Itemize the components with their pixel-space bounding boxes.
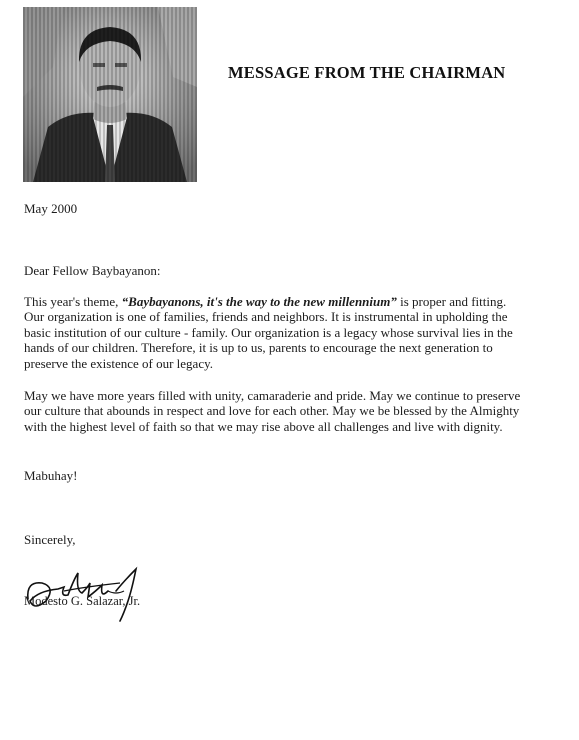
- signer-name: Modesto G. Salazar, Jr.: [24, 594, 141, 608]
- chairman-portrait-photo: [23, 7, 197, 182]
- letter-closing: Sincerely,: [24, 532, 76, 547]
- paragraph-1-intro: This year's theme,: [24, 294, 122, 309]
- theme-quote: “Baybayanons, it's the way to the new millennium”: [121, 294, 397, 309]
- handwritten-signature: [24, 561, 164, 625]
- page-title: MESSAGE FROM THE CHAIRMAN: [228, 63, 506, 82]
- letter-paragraph-1: [24, 294, 524, 371]
- letter-date: May 2000: [24, 201, 78, 216]
- paragraph-1-body: is proper and fitting. Our organization is one of families, friends and neighbors. It is instrumental in upholding the basic institution of our culture - family. Our organization is a legacy whose survival lies in the hands of our children. Therefore, it is up to us, parents to encourage the next generation to preserve the existence of our legacy.: [24, 294, 513, 371]
- letter-salutation: Dear Fellow Baybayanon:: [24, 263, 161, 278]
- letter-closing-greeting: Mabuhay!: [24, 468, 78, 483]
- letter-paragraph-2: May we have more years filled with unity, camaraderie and pride. May we continue to preserve our culture that abounds in respect and love for each other. May we be blessed by the Almighty with the highest level of faith so that we may rise above all challenges and live with dignity.: [24, 388, 521, 434]
